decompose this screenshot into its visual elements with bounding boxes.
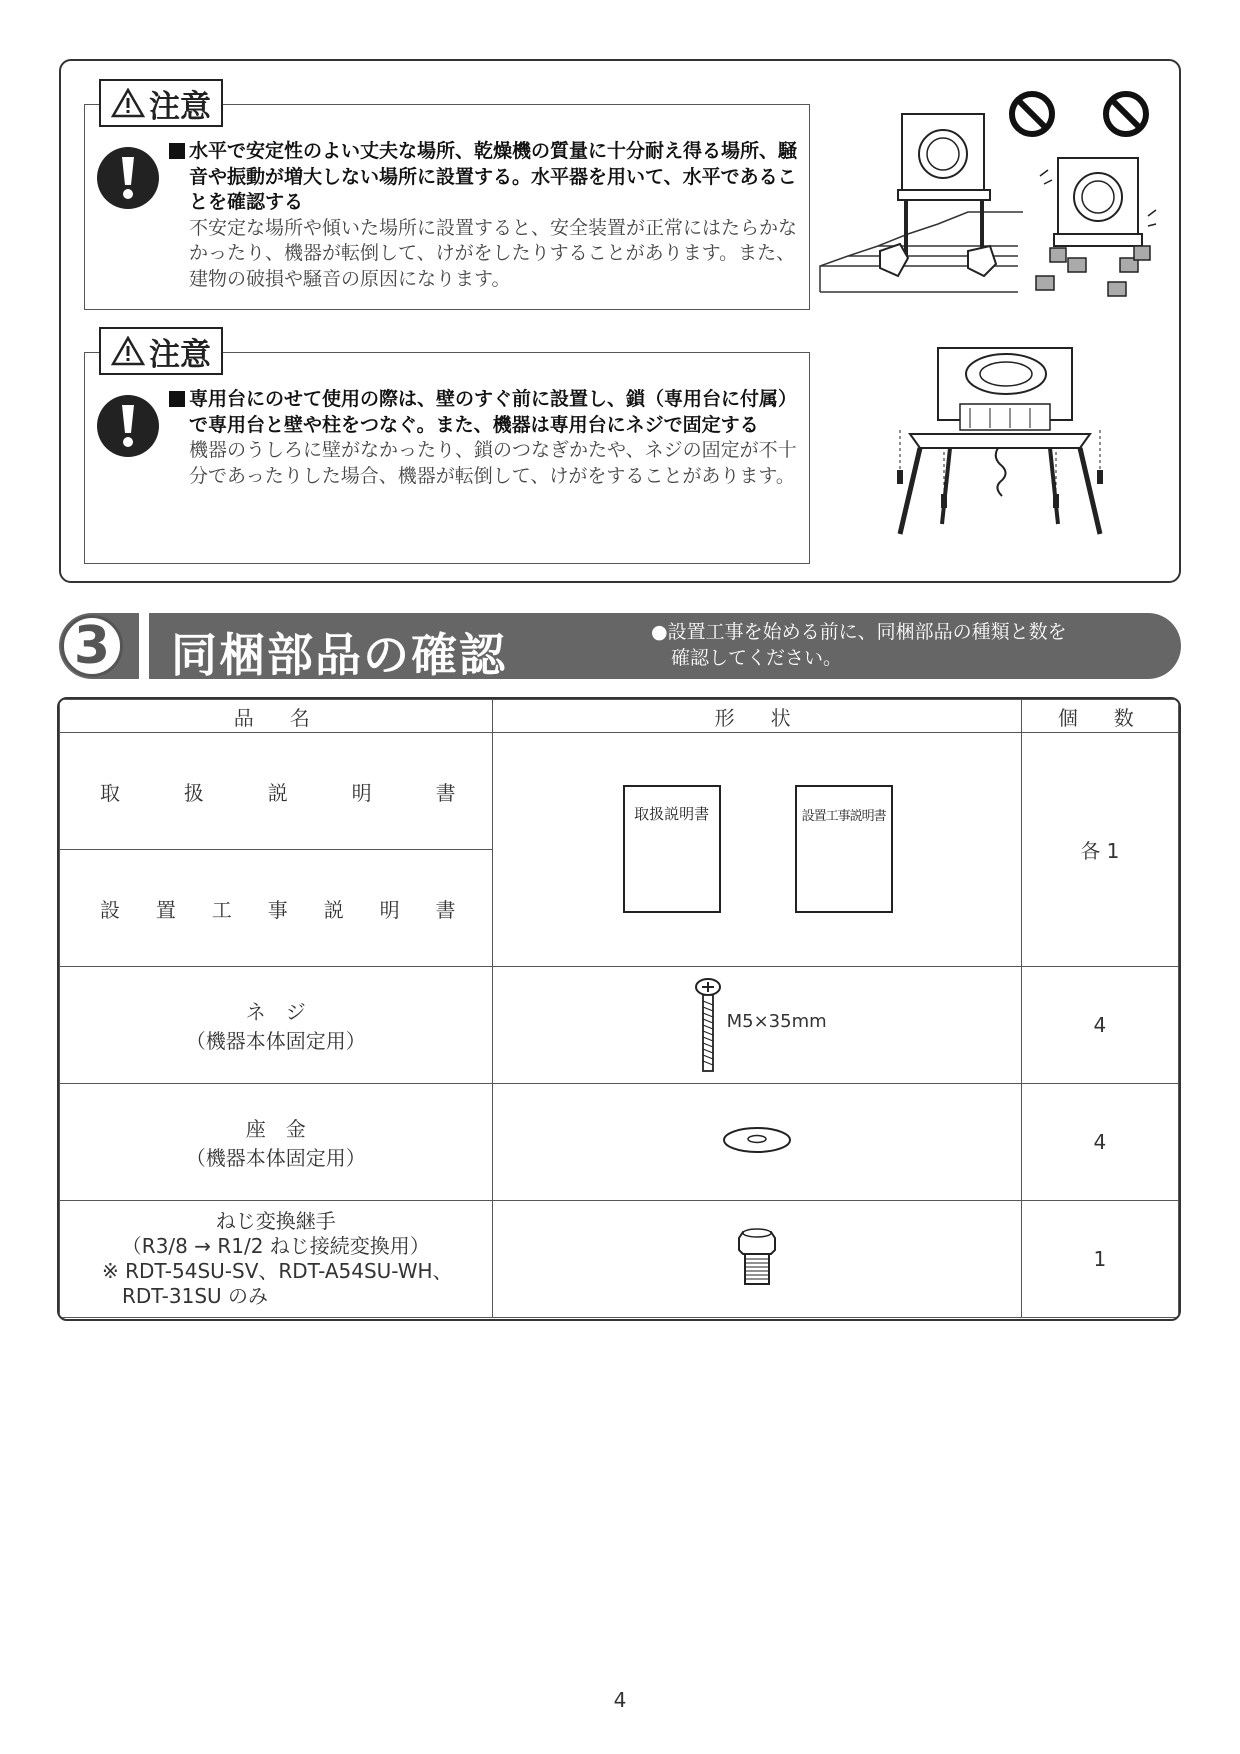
part-name-washer: 座 金 （機器本体固定用）: [60, 1084, 493, 1201]
column-header-count: 個 数: [1021, 700, 1178, 733]
count-manuals: 各 1: [1021, 733, 1178, 967]
part-name-fitting: ねじ変換継手 （R3/8 → R1/2 ねじ接続変換用） ※ RDT-54SU-SV、RDT-A54SU-WH、 RDT-31SU のみ: [60, 1201, 493, 1318]
column-header-shape: 形 状: [492, 700, 1021, 733]
count-washer: 4: [1021, 1084, 1178, 1201]
caution-label: 注意: [99, 327, 223, 375]
shape-manuals: [492, 733, 1021, 967]
shape-screw: [492, 967, 1021, 1084]
part-name-install-manual: 設 置 工 事 説 明 書: [60, 850, 493, 967]
table-row: [60, 733, 1179, 850]
shape-washer: [492, 1084, 1021, 1201]
washer-icon: [721, 1124, 793, 1156]
manual-booklet: 取扱説明書: [623, 785, 721, 913]
shape-fitting: [492, 1201, 1021, 1318]
fitting-icon: [737, 1226, 777, 1288]
caution-box-1: [84, 88, 810, 310]
caution-instruction: 専用台にのせて使用の際は、壁のすぐ前に設置し、鎖（専用台に付属）で専用台と壁や柱をつなぐ。また、機器は専用台にネジで固定する: [169, 387, 801, 438]
warning-triangle-icon: [111, 336, 145, 366]
caution-label: 注意: [99, 79, 223, 127]
caution-box-2: [84, 336, 810, 564]
exclamation-icon: [97, 395, 159, 457]
table-row: [60, 967, 1179, 1084]
caution-explanation: 機器のうしろに壁がなかったり、鎖のつなぎかたや、ネジの固定が不十分であったりした場合、機器が転倒して、けがをすることがあります。: [189, 439, 797, 487]
page-number: 4: [613, 1688, 627, 1712]
column-header-name: 品 名: [60, 700, 493, 733]
stand-fixing-illustration: [880, 344, 1120, 540]
section-header: [59, 613, 1181, 682]
unstable-installation-illustration: [818, 86, 1162, 308]
installation-booklet: 設置工事説明書: [795, 785, 893, 913]
prohibition-icon: [1106, 94, 1146, 134]
section-note: ●設置工事を始める前に、同梱部品の種類と数を 確認してください。: [651, 621, 1067, 669]
caution-explanation: 不安定な場所や傾いた場所に設置すると、安全装置が正常にはたらかなかったり、機器が転倒して、けがをしたりすることがあります。また、建物の破損や騒音の原因になります。: [189, 216, 798, 290]
screw-size-label: M5×35mm: [726, 1011, 827, 1032]
parts-table: [57, 697, 1181, 1321]
prohibition-icon: [1012, 94, 1052, 134]
caution-instruction: 水平で安定性のよい丈夫な場所、乾燥機の質量に十分耐え得る場所、騒音や振動が増大しない場所に設置する。水平器を用いて、水平であることを確認する: [169, 139, 801, 216]
section-title: 同梱部品の確認: [171, 628, 507, 682]
table-row: [60, 1201, 1179, 1318]
section-number-badge: 3: [61, 615, 123, 677]
table-row: [60, 1084, 1179, 1201]
count-screw: 4: [1021, 967, 1178, 1084]
part-name-manual: 取 扱 説 明 書: [60, 733, 493, 850]
count-fitting: 1: [1021, 1201, 1178, 1318]
table-header-row: [60, 700, 1179, 733]
part-name-screw: ネ ジ （機器本体固定用）: [60, 967, 493, 1084]
screw-icon: [693, 977, 723, 1075]
warning-triangle-icon: [111, 88, 145, 118]
exclamation-icon: [97, 147, 159, 209]
